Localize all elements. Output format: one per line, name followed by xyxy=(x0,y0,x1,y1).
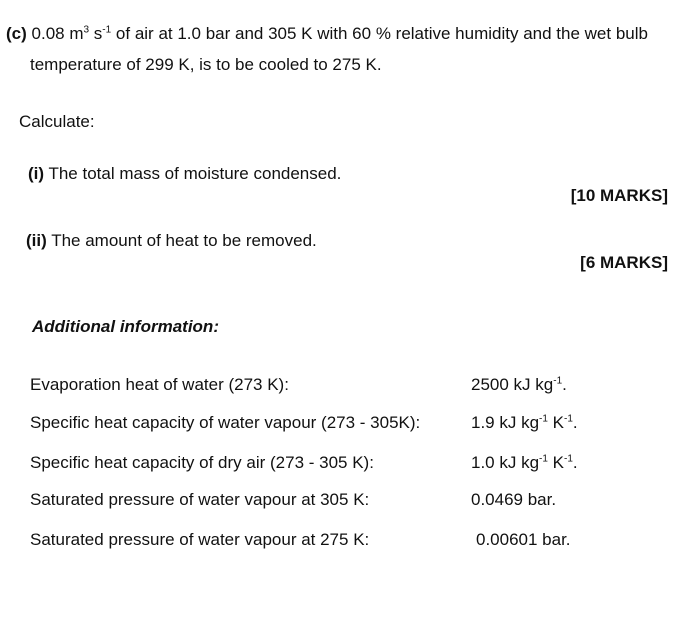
item-i-label: (i) xyxy=(28,164,45,183)
additional-info-heading: Additional information: xyxy=(32,317,219,336)
info-row-name: Evaporation heat of water (273 K): xyxy=(30,375,289,394)
info-row-value: 0.0469 bar. xyxy=(471,490,557,509)
item-ii-marks: [6 MARKS] xyxy=(580,253,668,272)
info-row-value: 1.9 kJ $kg^{-1}$ $K^{-1}$. xyxy=(471,413,578,432)
item-ii xyxy=(26,231,317,251)
question-line-1-rest: of air at 1.0 bar and 305 K with 60 % relative humidity and the wet bulb xyxy=(111,24,648,43)
info-row-name: Saturated pressure of water vapour at 305 K: xyxy=(30,490,370,509)
info-row-value: 1.0 kJ $kg^{-1}$ $K^{-1}$. xyxy=(471,453,578,472)
item-i-text: The total mass of moisture condensed. xyxy=(44,164,342,183)
info-row-name: Saturated pressure of water vapour at 275 K: xyxy=(30,530,370,549)
calculate-label: Calculate: xyxy=(19,112,95,131)
info-row-name: Specific heat capacity of water vapour (273 - 305K): xyxy=(30,413,421,432)
question-line-1 xyxy=(6,24,648,44)
info-row-name: Specific heat capacity of dry air (273 - 305 K): xyxy=(30,453,374,472)
item-ii-text: The amount of heat to be removed. xyxy=(46,231,317,250)
item-ii-label: (ii) xyxy=(26,231,47,250)
item-i xyxy=(28,164,341,184)
info-row-value: 2500 kJ $kg^{-1}$. xyxy=(471,375,567,394)
item-i-marks: [10 MARKS] xyxy=(570,186,668,205)
flow-rate: 0.08 $m^3$ $s^{-1}$ xyxy=(31,24,112,43)
part-label: (c) xyxy=(6,24,27,43)
question-line-2: temperature of 299 K, is to be cooled to 275 K. xyxy=(30,55,382,74)
info-row-value: 0.00601 bar. xyxy=(476,530,571,549)
